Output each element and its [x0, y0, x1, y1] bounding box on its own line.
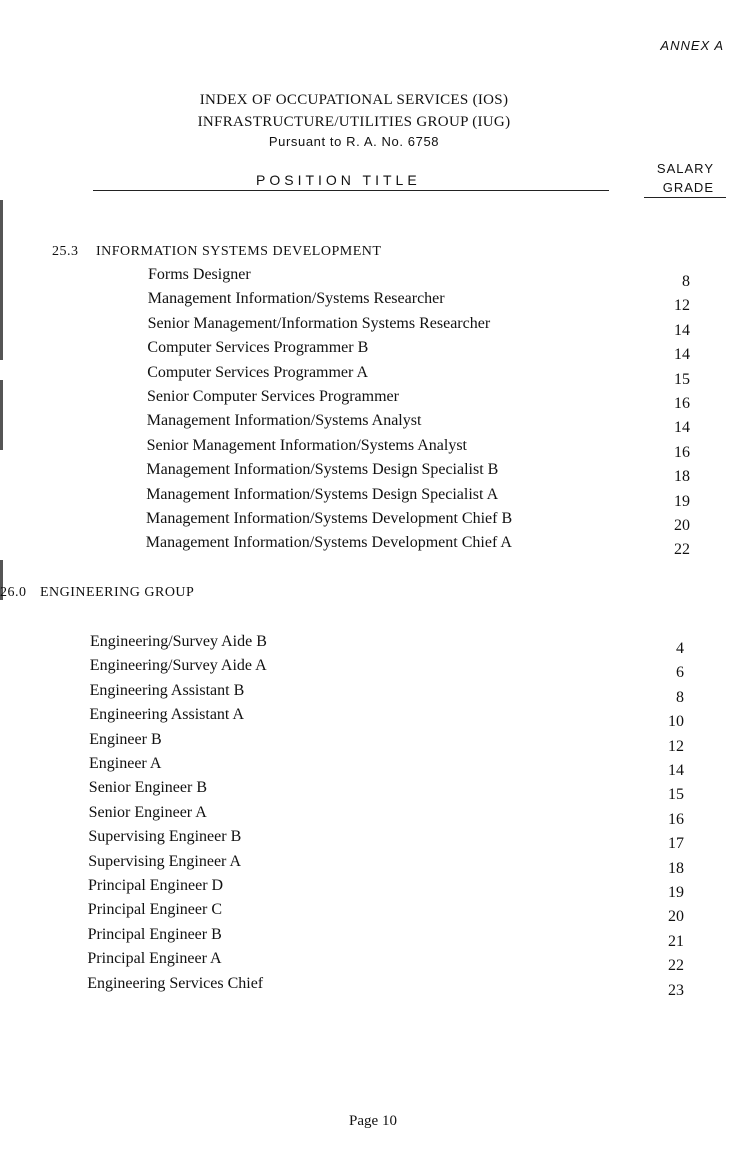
salary-grade: 20 — [674, 517, 690, 534]
position-title: Forms Designer — [148, 266, 251, 283]
salary-grade: 17 — [668, 835, 684, 853]
section-title: ENGINEERING GROUP — [40, 585, 195, 600]
salary-grade-heading-1: SALARY — [656, 161, 714, 176]
salary-grade: 8 — [676, 688, 684, 706]
position-title-heading: POSITION TITLE — [256, 172, 421, 188]
position-title: Supervising Engineer B — [88, 828, 242, 846]
page-number: Page 10 — [349, 1113, 397, 1129]
salary-grade: 20 — [668, 908, 684, 926]
position-title: Management Information/Systems Analyst — [146, 412, 422, 430]
position-title: Engineering/Survey Aide A — [89, 657, 267, 675]
position-title: Computer Services Programmer B — [147, 339, 369, 357]
position-title: Principal Engineer A — [87, 950, 222, 968]
position-title: Management Information/Systems Design Specialist B — [146, 461, 499, 479]
position-title: Principal Engineer C — [87, 901, 222, 919]
salary-grade: 23 — [668, 981, 684, 999]
position-title: Principal Engineer B — [87, 925, 222, 943]
position-title: Engineering Assistant B — [89, 681, 245, 699]
salary-grade: 15 — [674, 370, 690, 388]
section-number: 26.0 — [0, 585, 27, 600]
salary-grade: 14 — [668, 762, 684, 779]
position-title: Engineering Assistant A — [89, 706, 245, 724]
salary-grade: 12 — [674, 297, 690, 315]
position-title: Engineering Services Chief — [87, 974, 264, 992]
header-line-2: INFRASTRUCTURE/UTILITIES GROUP (IUG) — [197, 114, 511, 130]
annex-label: ANNEX A — [660, 38, 724, 53]
column-rule — [644, 197, 726, 198]
position-title: Senior Management Information/Systems Analyst — [146, 436, 467, 454]
position-title: Engineer A — [89, 755, 162, 772]
position-title: Management Information/Systems Development Chief B — [146, 510, 513, 527]
salary-grade-heading-2: GRADE — [662, 180, 714, 195]
position-title: Management Information/Systems Researcher — [147, 290, 445, 308]
position-title: Senior Computer Services Programmer — [147, 388, 399, 405]
salary-grade: 6 — [676, 664, 684, 682]
salary-grade: 14 — [674, 321, 690, 339]
salary-grade: 22 — [668, 957, 684, 975]
position-title: Computer Services Programmer A — [147, 363, 369, 381]
scan-edge-noise — [0, 380, 3, 450]
salary-grade: 8 — [682, 273, 690, 290]
position-title: Engineering/Survey Aide B — [90, 633, 267, 650]
position-title: Senior Management/Information Systems Researcher — [147, 314, 491, 332]
salary-grade: 14 — [674, 346, 690, 364]
salary-grade: 16 — [674, 443, 690, 461]
column-rule — [93, 190, 609, 191]
position-title: Supervising Engineer A — [88, 852, 242, 870]
salary-grade: 15 — [668, 786, 684, 804]
salary-grade: 18 — [674, 468, 690, 486]
salary-grade: 19 — [674, 492, 690, 510]
section-title: INFORMATION SYSTEMS DEVELOPMENT — [96, 244, 382, 259]
salary-grade: 12 — [668, 737, 684, 755]
salary-grade: 4 — [676, 640, 684, 657]
salary-grade: 19 — [668, 884, 684, 901]
salary-grade: 21 — [668, 932, 684, 950]
position-title: Senior Engineer B — [88, 779, 207, 797]
salary-grade: 16 — [674, 395, 690, 412]
salary-grade: 10 — [668, 713, 684, 731]
position-title: Engineer B — [89, 730, 162, 748]
section-number: 25.3 — [52, 244, 79, 259]
position-title: Management Information/Systems Development Chief A — [145, 534, 512, 552]
position-title: Principal Engineer D — [88, 877, 224, 894]
scan-edge-noise — [0, 200, 3, 360]
header-line-1: INDEX OF OCCUPATIONAL SERVICES (IOS) — [199, 92, 509, 108]
position-title: Senior Engineer A — [88, 803, 207, 821]
salary-grade: 18 — [668, 859, 684, 877]
position-title: Management Information/Systems Design Specialist A — [146, 485, 499, 503]
header-line-3: Pursuant to R. A. No. 6758 — [268, 134, 440, 149]
salary-grade: 22 — [674, 541, 690, 559]
salary-grade: 16 — [668, 810, 684, 828]
salary-grade: 14 — [674, 419, 690, 437]
